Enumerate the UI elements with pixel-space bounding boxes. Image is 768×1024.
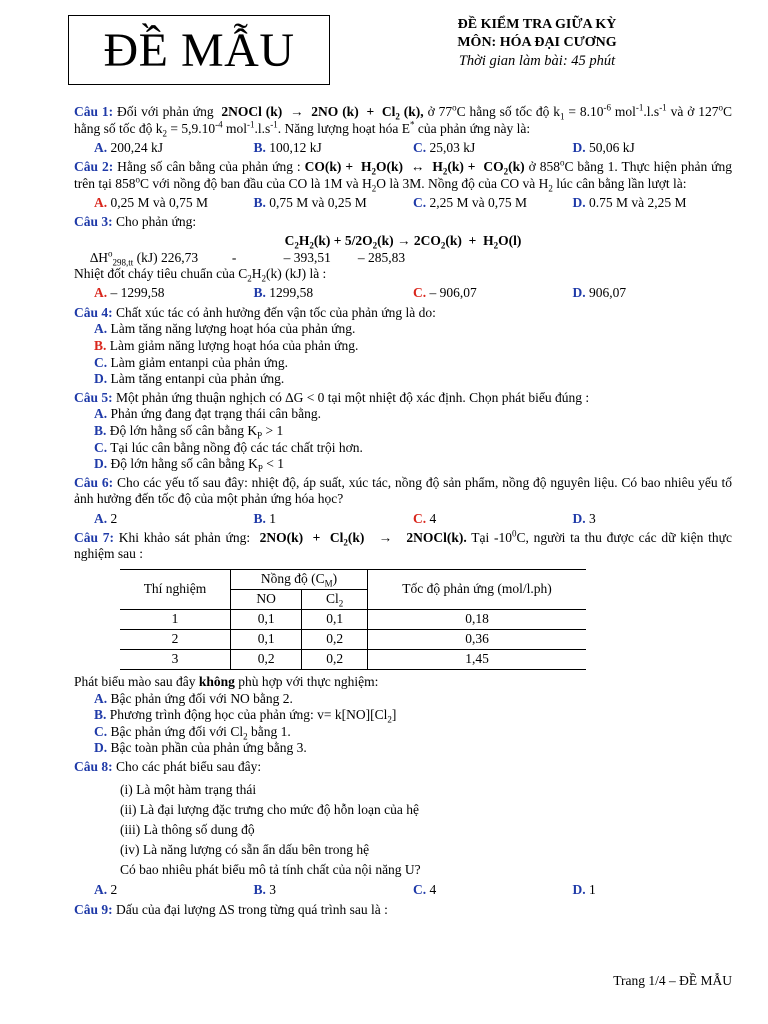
time-limit: Thời gian làm bài: 45 phút [458, 53, 616, 69]
option-d[interactable]: D. 906,07 [572, 285, 627, 301]
question-8-label: Câu 8: [74, 759, 113, 775]
statement-iii: (iii) Là thông số dung độ [120, 821, 255, 837]
question-7-prompt: Phát biểu mào sau đây không phù hợp với thực nghiệm: [74, 674, 379, 690]
option-a[interactable]: A. Bậc phản ứng đối với NO bằng 2. [94, 690, 293, 706]
question-9: Câu 9: Dấu của đại lượng ∆S trong từng quá trình sau là : [74, 901, 388, 917]
table-row: 3 0,2 0,2 1,45 [120, 650, 586, 670]
option-a[interactable]: A. Phản ứng đang đạt trạng thái cân bằng. [94, 406, 322, 422]
option-c[interactable]: C. 4 [413, 510, 437, 526]
question-4-label: Câu 4: [74, 304, 113, 320]
option-b[interactable]: B. 100,12 kJ [253, 139, 322, 155]
option-b[interactable]: B. 3 [253, 882, 277, 898]
statement-i: (i) Là một hàm trạng thái [120, 781, 257, 797]
option-b[interactable]: B. 1299,58 [253, 285, 314, 301]
option-d[interactable]: D. 0.75 M và 2,25 M [572, 195, 687, 211]
option-b[interactable]: B. 0,75 M và 0,25 M [253, 195, 367, 211]
option-a[interactable]: A. 200,24 kJ [94, 139, 164, 155]
question-6: Câu 6: Cho các yếu tố sau đây: nhiệt độ, áp suất, xúc tác, nồng độ sản phẩm, nồng độ nguyên liệu. Có bao nhiêu yếu tố ảnh hưởng đến tốc độ của một phản ứng hóa học? [74, 474, 732, 507]
option-c[interactable]: C. 2,25 M và 0,75 M [413, 195, 527, 211]
question-2: Câu 2: Hằng số cân bằng của phản ứng : $CO(k) + H_2O(k)$ ↔ $H_2(k) + CO_2(k)$ ở 858$^o$C bằng 1. Thực hiện phản ứng trên tại 858$^o$C với nồng độ ban đầu của CO là 1M và $H_2O$ là 3M. Nồng độ của CO và $H_2$ lúc cân bằng lần lượt là: [74, 157, 732, 194]
question-1-label: Câu 1: [74, 104, 114, 119]
subject-title: MÔN: HÓA ĐẠI CƯƠNG [457, 35, 617, 50]
option-a[interactable]: A. – 1299,58 [94, 285, 165, 301]
table-row: 2 0,1 0,2 0,36 [120, 630, 586, 650]
question-7: Câu 7: Khi khảo sát phản ứng: $2NO(k) + Cl_2(k)$ → 2NOCl(k). Tại $-10^0C$, người ta thu được các dữ kiện thực nghiệm sau : [74, 528, 732, 562]
question-9-label: Câu 9: [74, 901, 113, 917]
sample-exam-stamp: ĐỀ MẪU [68, 15, 330, 85]
question-4: Câu 4: Chất xúc tác có ảnh hưởng đến vận tốc của phản ứng là do: [74, 304, 436, 320]
question-2-label: Câu 2: [74, 159, 114, 175]
option-b[interactable]: B. Phương trình động học của phản ứng: $v= k[NO][Cl_2]$ [94, 707, 397, 725]
question-7-label: Câu 7: [74, 529, 115, 545]
page-footer: Trang 1/4 – ĐỀ MẪU [613, 973, 732, 988]
table-row: 1 0,1 0,1 0,18 [120, 610, 586, 630]
question-3-prompt: Nhiệt đốt cháy tiêu chuẩn của $C_2H_2(k)$ (kJ) là : [74, 266, 327, 284]
statement-ii: (ii) Là đại lượng đặc trưng cho mức độ hỗn loạn của hệ [120, 801, 419, 817]
header-rate: Tốc độ phản ứng (mol/l.ph) [368, 570, 587, 610]
option-c[interactable]: C. 4 [413, 882, 437, 898]
option-a[interactable]: A. 2 [94, 882, 118, 898]
option-d[interactable]: D. Độ lớn hằng số cân bằng $K_P < 1$ [94, 456, 285, 474]
question-5-label: Câu 5: [74, 389, 113, 405]
question-1-options [94, 139, 732, 157]
exam-body [74, 104, 732, 918]
header-cl2: $Cl_2$ [302, 590, 368, 610]
option-d[interactable]: D. 50,06 kJ [572, 139, 635, 155]
option-c[interactable]: C. – 906,07 [413, 285, 477, 301]
question-3-label: Câu 3: [74, 214, 113, 230]
option-a[interactable]: A. Làm tăng năng lượng hoạt hóa của phản ứng. [94, 321, 356, 337]
option-b[interactable]: B. Độ lớn hằng số cân bằng $K_P > 1$ [94, 422, 284, 441]
option-c[interactable]: C. Làm giảm entanpi của phản ứng. [94, 354, 289, 370]
question-6-label: Câu 6: [74, 474, 114, 490]
question-2-options [94, 194, 732, 212]
question-8-options [94, 882, 732, 900]
option-a[interactable]: A. 0,25 M và 0,75 M [94, 195, 208, 211]
option-c[interactable]: C. 25,03 kJ [413, 139, 476, 155]
reaction-equation: $C_2H_2(k) + 5/2O_2(k) \to 2CO_2(k) + H_2O(l)$ [284, 232, 522, 251]
exam-header [362, 16, 712, 70]
option-d[interactable]: D. Làm tăng entanpi của phản ứng. [94, 371, 285, 387]
question-3: Câu 3: Cho phản ứng: [74, 214, 197, 230]
option-b[interactable]: B. Làm giảm năng lượng hoạt hóa của phản ứng. [94, 337, 359, 353]
question-8: Câu 8: Cho các phát biểu sau đây: [74, 759, 262, 775]
option-d[interactable]: D. 3 [572, 510, 596, 526]
header-experiment: Thí nghiệm [120, 570, 231, 610]
experiment-table [120, 569, 586, 670]
option-c[interactable]: C. Tại lúc cân bằng nồng độ các tác chất trội hơn. [94, 439, 363, 455]
header-no: NO [231, 590, 302, 610]
option-a[interactable]: A. 2 [94, 510, 118, 526]
question-8-statements [120, 780, 732, 880]
exam-title: ĐỀ KIỂM TRA GIỮA KỲ [457, 17, 617, 32]
question-5: Câu 5: Một phản ứng thuận nghịch có ∆G < 0 tại một nhiệt độ xác định. Chọn phát biểu đúng : [74, 389, 590, 405]
question-8-prompt: Có bao nhiêu phát biểu mô tả tính chất của nội năng U? [120, 861, 421, 877]
option-d[interactable]: D. 1 [572, 882, 596, 898]
question-1: Câu 1: Đối với phản ứng 2NOCl (k) → 2NO $(k) + Cl_2$ (k), ở 77$^o$C hằng số tốc độ $k_1 = 8.10^{-6}$ $mol^{-1}.l.s^{-1}$ và ở 127$^o$C hằng số tốc độ $k_2 = 5,9.10^{-4}$ $mol^{-1}.l.s^{-1}$. Năng lượng hoạt hóa E* của phản ứng này là: [74, 102, 732, 139]
option-d[interactable]: D. Bậc toàn phần của phản ứng bằng 3. [94, 740, 307, 756]
option-b[interactable]: B. 1 [253, 510, 277, 526]
question-3-options [94, 285, 732, 303]
question-6-options [94, 510, 732, 528]
enthalpy-values: $\Delta H^o_{298,tt}$ (kJ) 226,73 - – 393,51 – 285,83 [90, 248, 406, 268]
option-c[interactable]: C. Bậc phản ứng đối với $Cl_2$ bằng 1. [94, 723, 291, 742]
statement-iv: (iv) Là năng lượng có sẵn ẩn dấu bên trong hệ [120, 841, 370, 857]
header-concentration: Nồng độ $(C_M)$ [231, 570, 368, 590]
